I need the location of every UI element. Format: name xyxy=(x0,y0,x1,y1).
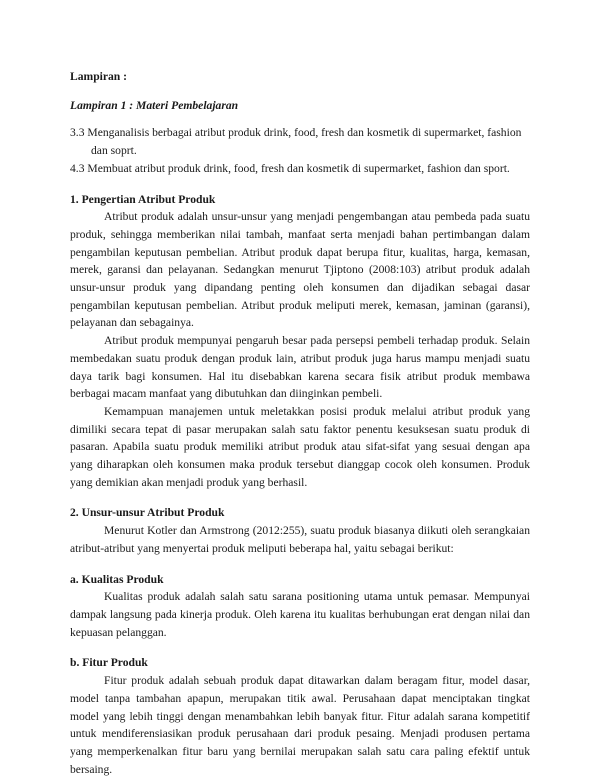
appendix-subheading: Lampiran 1 : Materi Pembelajaran xyxy=(70,98,239,112)
subsection-heading: b. Fitur Produk xyxy=(70,656,148,670)
competency-item: 3.3 Menganalisis berbagai atribut produk drink, food, fresh dan kosmetik di supermarket, fashion dan soprt. xyxy=(70,126,522,158)
body-paragraph: Kualitas produk adalah salah satu sarana positioning utama untuk pemasar. Mempunyai dampak langsung pada kinerja produk. Oleh karena itu kualitas berhubungan erat dengan nilai dan kepuasan pelanggan. xyxy=(70,590,530,639)
body-paragraph: Atribut produk mempunyai pengaruh besar pada persepsi pembeli terhadap produk. Selain membedakan suatu produk dengan produk lain, atribut produk juga harus mampu menjadi suatu daya tarik bagi konsumen. Hal itu disebabkan karena secara fisik atribut produk membawa berbagai macam manfaat yang dibutuhkan dan diinginkan pembeli. xyxy=(70,334,530,401)
body-paragraph: Fitur produk adalah sebuah produk dapat ditawarkan dalam beragam fitur, model dasar, model tanpa tambahan apapun, merupakan titik awal. Perusahaan dapat menciptakan tingkat model yang lebih tinggi dengan menambahkan lebih banyak fitur. Fitur adalah sarana kompetitif untuk mendiferensiasikan produk perusahaan dari produk pesaing. Menjadi produsen pertama yang memperkenalkan fitur baru yang bernilai merupakan salah satu cara paling efektif untuk bersaing. xyxy=(70,674,530,776)
body-paragraph: Atribut produk adalah unsur-unsur yang menjadi pengembangan atau pembeda pada suatu produk, sehingga memberikan nilai tambah, manfaat serta menjadi bahan pertimbangan dalam pengambilan keputusan pembelian. Atribut produk dapat berupa fitur, kualitas, harga, kemasan, merek, garansi dan pelayanan. Sedangkan menurut Tjiptono (2008:103) atribut produk adalah unsur-unsur produk yang dipandang penting oleh konsumen dan dijadikan sebagai dasar pengambilan keputusan pembelian. Atribut produk meliputi merek, kemasan, jaminan (garansi), pelayanan dan sebagainya. xyxy=(70,210,530,330)
competency-item: 4.3 Membuat atribut produk drink, food, fresh dan kosmetik di supermarket, fashion dan sport. xyxy=(70,161,510,175)
section-heading: 1. Pengertian Atribut Produk xyxy=(70,192,216,206)
appendix-heading: Lampiran : xyxy=(70,70,128,83)
body-paragraph: Kemampuan manajemen untuk meletakkan posisi produk melalui atribut produk yang dimiliki secara tepat di pasar merupakan salah satu faktor penentu kesuksesan suatu produk di pasaran. Apabila suatu produk memiliki atribut produk atau sifat-sifat yang sesuai dengan apa yang diharapkan oleh konsumen maka produk tersebut dianggap cocok oleh konsumen. Produk yang demikian akan menjadi produk yang berhasil. xyxy=(70,404,530,489)
subsection-heading: a. Kualitas Produk xyxy=(70,572,164,586)
body-paragraph: Menurut Kotler dan Armstrong (2012:255), suatu produk biasanya diikuti oleh serangkaian atribut-atribut yang menyertai produk meliputi beberapa hal, yaitu sebagai berikut: xyxy=(70,524,530,555)
section-heading: 2. Unsur-unsur Atribut Produk xyxy=(70,506,225,520)
page-content xyxy=(70,68,530,778)
